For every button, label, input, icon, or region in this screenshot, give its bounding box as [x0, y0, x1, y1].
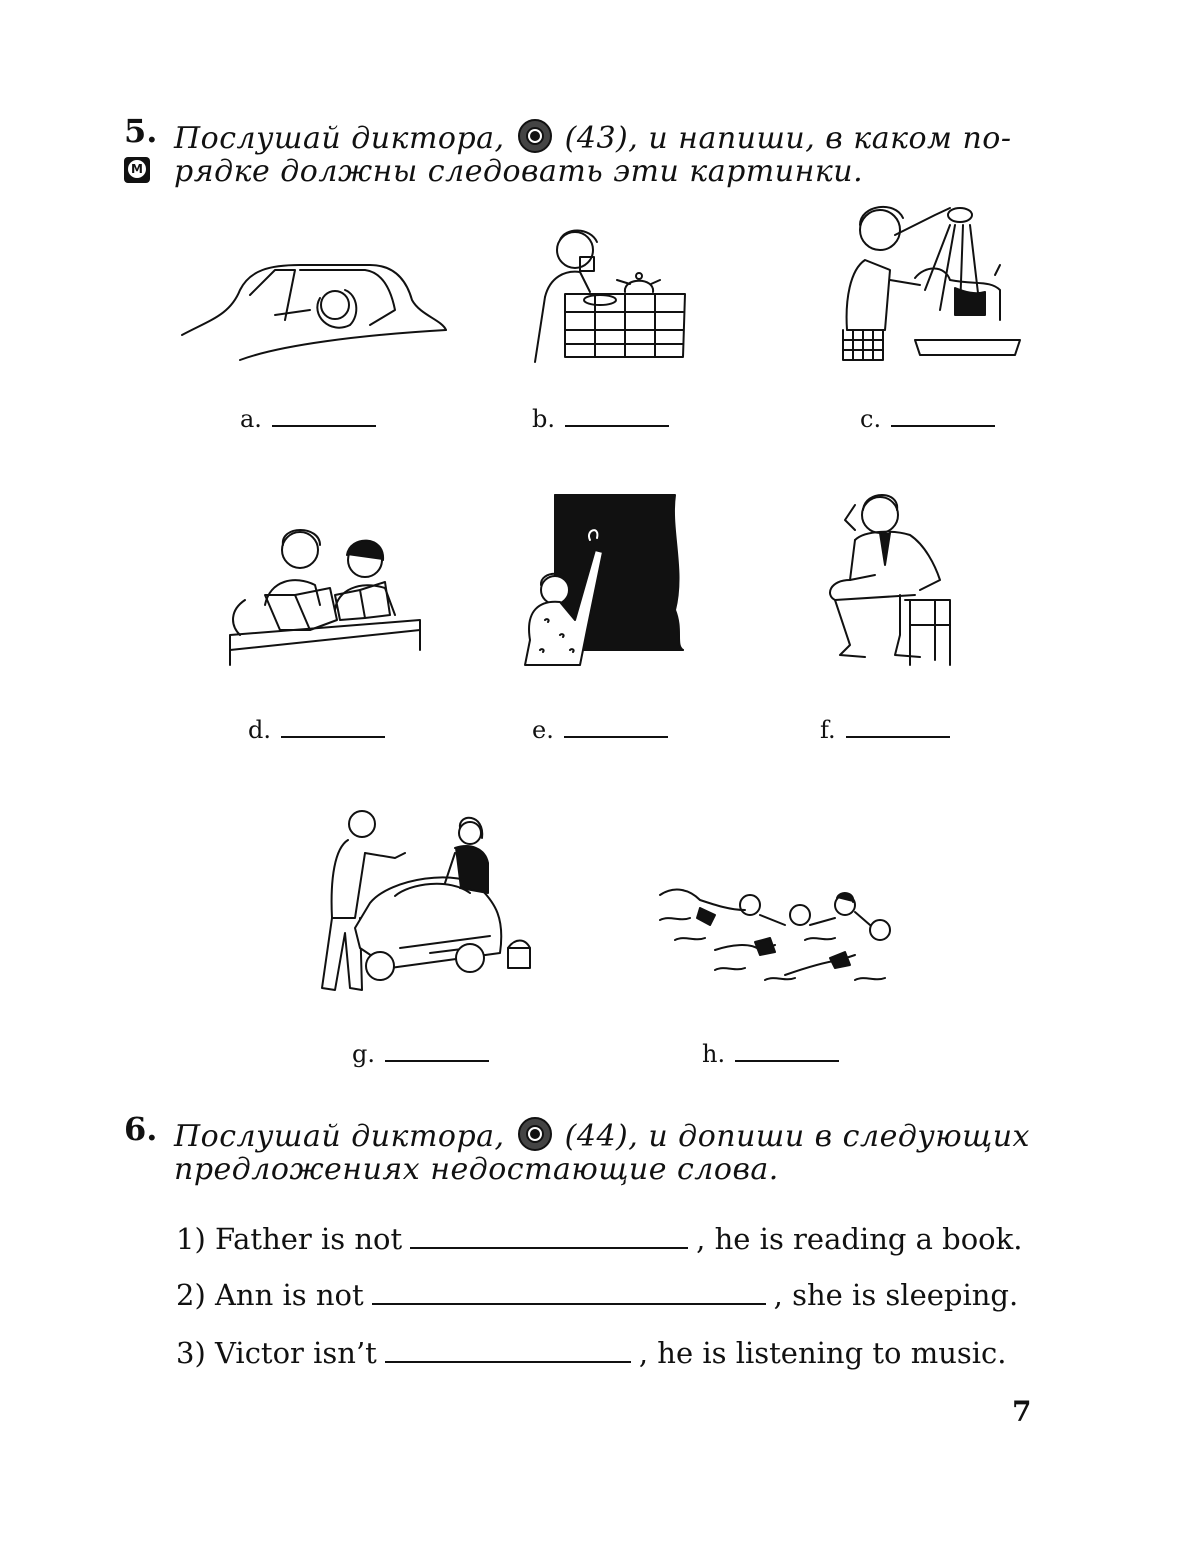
picture-f-answer: [820, 716, 950, 744]
sentence-3-blank[interactable]: [385, 1337, 631, 1363]
picture-a-blank[interactable]: [272, 405, 376, 427]
task-6-text-after-cd: (44), и допиши в следующих: [564, 1119, 1030, 1154]
picture-h-answer: [702, 1040, 839, 1068]
picture-g-answer: [352, 1040, 489, 1068]
sentence-2: [176, 1278, 1018, 1312]
sentence-3: [176, 1336, 1007, 1370]
sentence-1-start: 1) Father is not: [176, 1222, 403, 1256]
cd-icon[interactable]: [517, 118, 553, 154]
task-5-instruction-line-2: рядке должны следовать эти картинки.: [174, 154, 864, 189]
boys-reading-icon: [225, 520, 425, 670]
blackboard-writing-icon: [515, 490, 690, 670]
task-5-number: 5.: [124, 112, 158, 150]
picture-b-label: b.: [532, 405, 555, 433]
sentence-2-start: 2) Ann is not: [176, 1278, 364, 1312]
breakfast-icon: [525, 222, 690, 367]
picture-c-answer: [860, 405, 995, 433]
task-6-instruction-line-1: [174, 1110, 1030, 1154]
cd-icon[interactable]: [517, 1116, 553, 1152]
sentence-2-blank[interactable]: [372, 1279, 766, 1305]
sentence-1: [176, 1222, 1022, 1256]
picture-b-blank[interactable]: [565, 405, 669, 427]
task-6-number: 6.: [124, 1110, 158, 1148]
picture-c-blank[interactable]: [891, 405, 995, 427]
picture-b-answer: [532, 405, 669, 433]
man-thinking-icon: [825, 485, 960, 670]
picture-d-answer: [248, 716, 385, 744]
m-badge-label: M: [128, 160, 146, 178]
picture-g-blank[interactable]: [385, 1040, 489, 1062]
sentence-2-end: , she is sleeping.: [773, 1278, 1019, 1312]
sentence-3-end: , he is listening to music.: [638, 1336, 1007, 1370]
swimming-icon: [655, 880, 900, 995]
car-driving-icon: [180, 240, 450, 365]
picture-e-blank[interactable]: [564, 716, 668, 738]
m-badge-icon: [124, 157, 150, 183]
picture-h-label: h.: [702, 1040, 726, 1068]
dog-washing-icon: [835, 200, 1030, 365]
task-6-instruction-line-2: предложениях недостающие слова.: [174, 1152, 779, 1187]
task-5-instruction-line-1: [174, 112, 1012, 156]
picture-a-answer: [240, 405, 376, 433]
picture-e-label: e.: [532, 716, 554, 744]
task-6-text-before-cd: Послушай диктора,: [174, 1119, 505, 1154]
page-number: 7: [1012, 1395, 1032, 1428]
sentence-1-blank[interactable]: [410, 1223, 688, 1249]
picture-e-answer: [532, 716, 668, 744]
picture-d-label: d.: [248, 716, 271, 744]
picture-f-label: f.: [820, 716, 836, 744]
task-5-text-before-cd: Послушай диктора,: [174, 121, 505, 156]
task-5-text-after-cd: (43), и напиши, в каком по-: [564, 121, 1012, 156]
picture-c-label: c.: [860, 405, 882, 433]
picture-d-blank[interactable]: [281, 716, 385, 738]
car-washing-icon: [310, 808, 540, 998]
picture-f-blank[interactable]: [846, 716, 950, 738]
sentence-3-start: 3) Victor isn’t: [176, 1336, 377, 1370]
picture-h-blank[interactable]: [735, 1040, 839, 1062]
picture-g-label: g.: [352, 1040, 375, 1068]
sentence-1-end: , he is reading a book.: [696, 1222, 1023, 1256]
picture-a-label: a.: [240, 405, 262, 433]
